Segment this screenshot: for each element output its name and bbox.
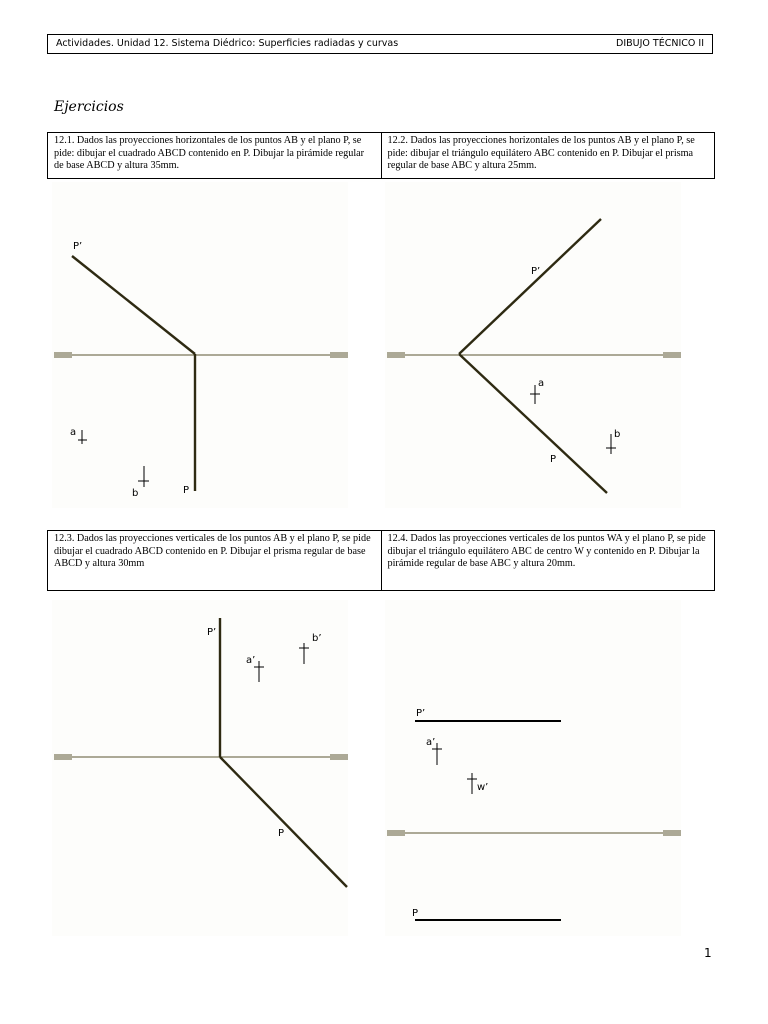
exercise-table-top (47, 132, 715, 179)
page-number: 1 (704, 946, 712, 960)
exercise-12-3-drawing (52, 600, 352, 940)
drawing-background (385, 182, 681, 508)
exercise-12-4-statement: 12.4. Dados las proyecciones verticales de los puntos WA y el plano P, se pide dibujar el triángulo equilátero ABC de centro W y contenido en P. Dibujar la pirámide regular de base ABC y altura 20mm. (381, 531, 715, 591)
exercise-12-1-statement: 12.1. Dados las proyecciones horizontales de los puntos AB y el plano P, se pide: dibujar el cuadrado ABCD contenido en P. Dibujar la pirámide regular de base ABCD y altura 35mm. (48, 133, 382, 179)
exercise-12-1-drawing (52, 182, 352, 510)
header-subject: DIBUJO TÉCNICO II (616, 38, 704, 49)
drawing-background (52, 182, 348, 508)
label-p: P (412, 908, 419, 919)
exercise-12-2-statement: 12.2. Dados las proyecciones horizontales de los puntos AB y el plano P, se pide: dibujar el triángulo equilátero ABC contenido en P. Dibujar el prisma regular de base ABC y altura 25mm. (381, 133, 715, 179)
exercise-table-bottom (47, 530, 715, 591)
label-a: a (538, 378, 545, 389)
label-b-prime: b’ (312, 633, 322, 644)
label-w-prime: w’ (477, 782, 489, 793)
label-p: P (183, 485, 190, 496)
exercise-12-3-statement: 12.3. Dados las proyecciones verticales de los puntos AB y el plano P, se pide dibujar el cuadrado ABCD contenido en P. Dibujar el prisma regular de base ABCD y altura 30mm (48, 531, 382, 591)
label-p-prime: P’ (416, 708, 426, 719)
exercise-12-2-drawing (385, 182, 685, 510)
section-title: Ejercicios (54, 99, 124, 115)
exercise-12-4-drawing (385, 600, 685, 940)
label-p-prime: P’ (73, 241, 83, 252)
label-a: a (70, 427, 77, 438)
label-a-prime: a’ (246, 655, 256, 666)
label-p-prime: P’ (531, 266, 541, 277)
document-header (47, 34, 713, 54)
label-a-prime: a’ (426, 737, 436, 748)
label-b: b (614, 429, 621, 440)
header-title: Actividades. Unidad 12. Sistema Diédrico: Superficies radiadas y curvas (56, 38, 399, 49)
drawing-background (385, 600, 681, 936)
label-p: P (278, 828, 285, 839)
label-p-prime: P’ (207, 627, 217, 638)
label-p: P (550, 454, 557, 465)
label-b: b (132, 488, 139, 499)
